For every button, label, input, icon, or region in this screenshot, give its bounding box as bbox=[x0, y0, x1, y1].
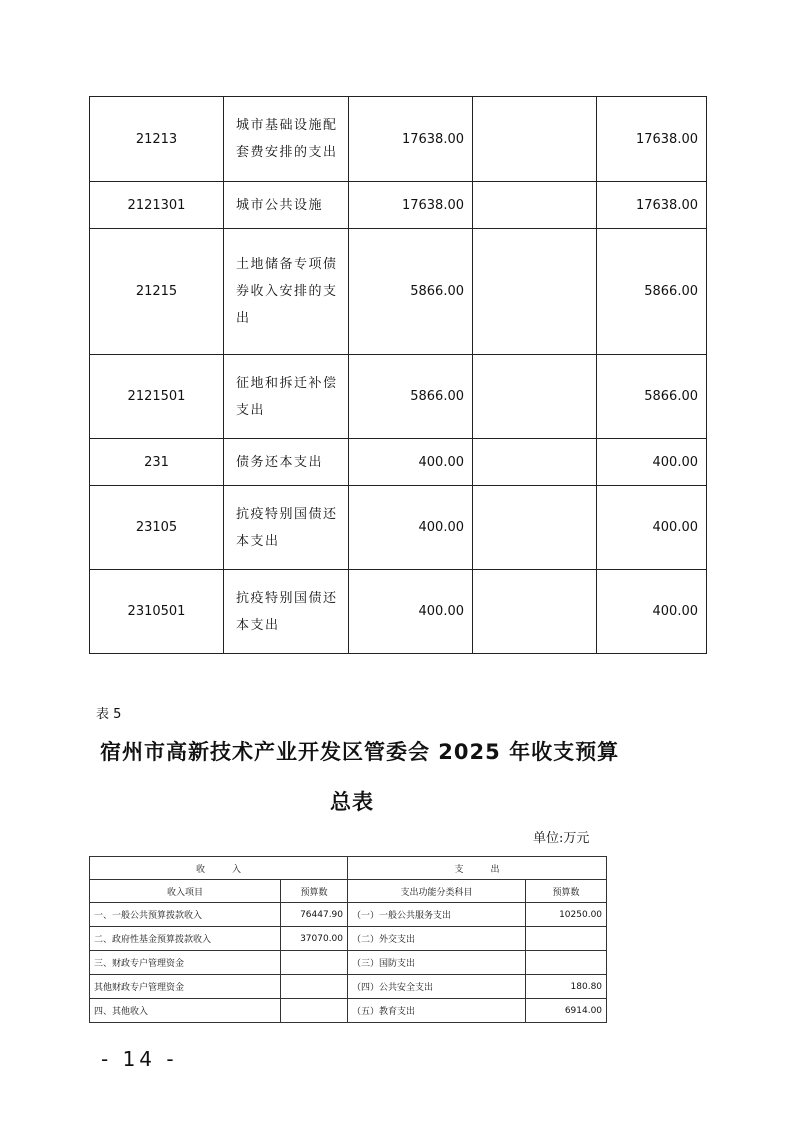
unit-label: 单位:万元 bbox=[533, 831, 590, 846]
amount-cell: 400.00 bbox=[349, 486, 473, 570]
expense-amount bbox=[526, 951, 607, 975]
subject-code: 23105 bbox=[90, 486, 224, 570]
column-header: 预算数 bbox=[281, 880, 348, 903]
table-row bbox=[90, 927, 607, 951]
expense-item: （四）公共安全支出 bbox=[348, 975, 526, 999]
table-row bbox=[90, 570, 707, 654]
table-row bbox=[90, 999, 607, 1023]
table-row bbox=[90, 951, 607, 975]
table-row bbox=[90, 97, 707, 182]
income-amount: 37070.00 bbox=[281, 927, 348, 951]
page-title-continued: 总表 bbox=[330, 790, 374, 814]
subject-name: 债务还本支出 bbox=[224, 439, 349, 486]
table-row bbox=[90, 439, 707, 486]
income-amount bbox=[281, 951, 348, 975]
income-item: 四、其他收入 bbox=[90, 999, 281, 1023]
subject-name: 土地储备专项债券收入安排的支出 bbox=[224, 229, 349, 355]
subject-code: 231 bbox=[90, 439, 224, 486]
subject-name: 城市基础设施配套费安排的支出 bbox=[224, 97, 349, 182]
subject-code: 2121501 bbox=[90, 355, 224, 439]
expense-amount: 10250.00 bbox=[526, 903, 607, 927]
expense-item: （三）国防支出 bbox=[348, 951, 526, 975]
income-item: 一、一般公共预算拨款收入 bbox=[90, 903, 281, 927]
amount-cell bbox=[473, 570, 597, 654]
income-item: 二、政府性基金预算拨款收入 bbox=[90, 927, 281, 951]
table-row bbox=[90, 182, 707, 229]
amount-cell bbox=[473, 486, 597, 570]
amount-cell: 400.00 bbox=[349, 570, 473, 654]
table-row bbox=[90, 903, 607, 927]
amount-cell bbox=[473, 229, 597, 355]
table-header-row bbox=[90, 857, 607, 880]
table-row bbox=[90, 355, 707, 439]
expense-amount bbox=[526, 927, 607, 951]
amount-cell: 17638.00 bbox=[597, 182, 707, 229]
table-row bbox=[90, 975, 607, 999]
income-header: 收 入 bbox=[90, 857, 348, 880]
amount-cell: 400.00 bbox=[597, 570, 707, 654]
income-amount bbox=[281, 975, 348, 999]
amount-cell: 5866.00 bbox=[597, 355, 707, 439]
expense-item: （一）一般公共服务支出 bbox=[348, 903, 526, 927]
expense-amount: 180.80 bbox=[526, 975, 607, 999]
amount-cell bbox=[473, 182, 597, 229]
income-item: 三、财政专户管理资金 bbox=[90, 951, 281, 975]
amount-cell: 17638.00 bbox=[349, 182, 473, 229]
amount-cell: 17638.00 bbox=[597, 97, 707, 182]
expense-item: （五）教育支出 bbox=[348, 999, 526, 1023]
subject-name: 抗疫特别国债还本支出 bbox=[224, 486, 349, 570]
column-header: 预算数 bbox=[526, 880, 607, 903]
table-row bbox=[90, 229, 707, 355]
amount-cell: 400.00 bbox=[597, 486, 707, 570]
column-header: 支出功能分类科目 bbox=[348, 880, 526, 903]
income-item: 其他财政专户管理资金 bbox=[90, 975, 281, 999]
expense-header: 支 出 bbox=[348, 857, 607, 880]
subject-code: 2121301 bbox=[90, 182, 224, 229]
expense-item: （二）外交支出 bbox=[348, 927, 526, 951]
subject-code: 21213 bbox=[90, 97, 224, 182]
subject-code: 21215 bbox=[90, 229, 224, 355]
amount-cell: 5866.00 bbox=[349, 355, 473, 439]
income-amount bbox=[281, 999, 348, 1023]
amount-cell bbox=[473, 97, 597, 182]
subject-name: 城市公共设施 bbox=[224, 182, 349, 229]
income-amount: 76447.90 bbox=[281, 903, 348, 927]
table-header-row bbox=[90, 880, 607, 903]
subject-code: 2310501 bbox=[90, 570, 224, 654]
expenditure-detail-table bbox=[89, 96, 707, 654]
budget-summary-table bbox=[89, 856, 607, 1023]
amount-cell: 17638.00 bbox=[349, 97, 473, 182]
table-row bbox=[90, 486, 707, 570]
amount-cell bbox=[473, 355, 597, 439]
table-caption: 表 5 bbox=[96, 707, 122, 722]
page-number: - 14 - bbox=[101, 1047, 178, 1071]
column-header: 收入项目 bbox=[90, 880, 281, 903]
amount-cell: 400.00 bbox=[349, 439, 473, 486]
amount-cell: 5866.00 bbox=[349, 229, 473, 355]
subject-name: 征地和拆迁补偿支出 bbox=[224, 355, 349, 439]
page-title: 宿州市高新技术产业开发区管委会 2025 年收支预算 bbox=[100, 740, 620, 764]
amount-cell bbox=[473, 439, 597, 486]
subject-name: 抗疫特别国债还本支出 bbox=[224, 570, 349, 654]
amount-cell: 400.00 bbox=[597, 439, 707, 486]
expense-amount: 6914.00 bbox=[526, 999, 607, 1023]
amount-cell: 5866.00 bbox=[597, 229, 707, 355]
